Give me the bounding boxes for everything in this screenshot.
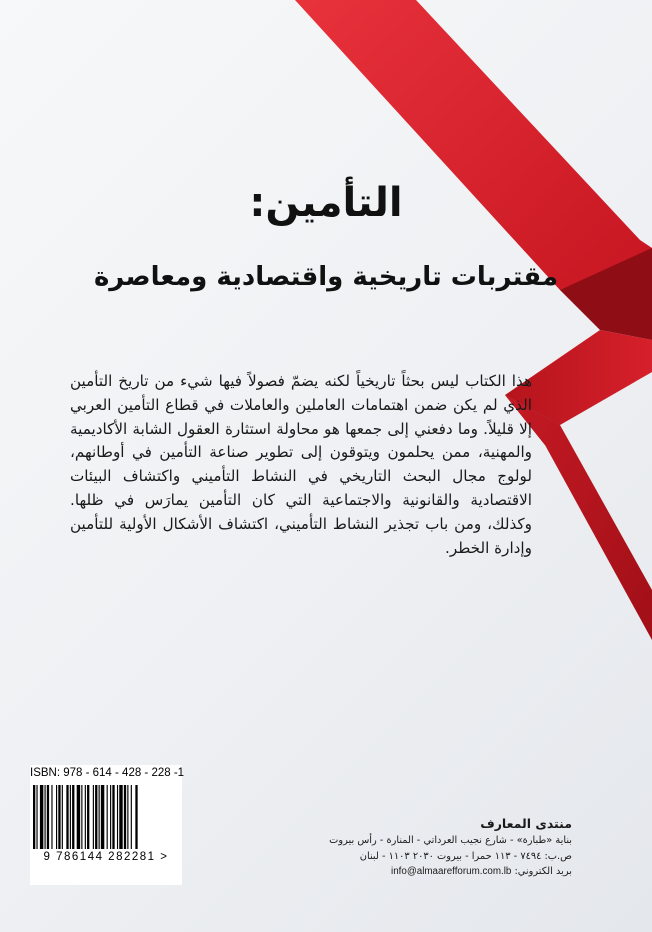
barcode-bar bbox=[85, 785, 86, 849]
isbn-label: ISBN: 978 - 614 - 428 - 228 -1 bbox=[30, 767, 185, 779]
publisher-name: منتدى المعارف bbox=[480, 816, 572, 831]
isbn-barcode-block bbox=[30, 765, 185, 885]
publisher-email-row bbox=[329, 864, 572, 880]
barcode-bar bbox=[62, 785, 63, 849]
barcode-bar bbox=[72, 785, 74, 849]
barcode-bar bbox=[81, 785, 82, 849]
barcode-bar bbox=[70, 785, 71, 849]
book-subtitle: مقتربات تاريخية واقتصادية ومعاصرة bbox=[93, 262, 559, 292]
barcode bbox=[33, 785, 179, 849]
barcode-bar bbox=[95, 785, 97, 849]
barcode-bar bbox=[107, 785, 108, 849]
barcode-bar bbox=[47, 785, 49, 849]
barcode-bar bbox=[127, 785, 128, 849]
publisher-address: بناية «طبارة» - شارع نجيب العرداتي - المنارة - رأس بيروت bbox=[329, 835, 572, 846]
barcode-bar bbox=[87, 785, 89, 849]
barcode-bar bbox=[77, 785, 80, 849]
book-description: هذا الكتاب ليس بحثاً تاريخياً لكنه يضمّ فصولاً فيها شيء من تاريخ التأمين الذي لم يكن ضمن اهتمامات العاملين والعاملات في قطاع التأمين العربي إلا قليلاً. وما دفعني إلى جمعها هو محاولة استثارة العقول الشابة الأكاديمية والمهنية، ممن يحلمون ويتوقون إلى تطوير صناعة التأمين في أوطانهم، لولوج مجال البحث التاريخي في النشاط التأميني واكتشاف البيئات الاقتصادية والقانونية والاجتماعية التي كان التأمين يمارَس في ظلها. وكذلك، ومن باب تجذير النشاط التأميني، اكتشاف الأشكال الأولية للتأمين وإدارة الخطر. bbox=[70, 372, 532, 557]
publisher-email-label: بريد الكتروني: bbox=[514, 866, 572, 877]
barcode-bar bbox=[101, 785, 104, 849]
barcode-bar bbox=[112, 785, 114, 849]
barcode-bar bbox=[93, 785, 94, 849]
barcode-bar bbox=[36, 785, 37, 849]
barcode-bar bbox=[51, 785, 52, 849]
barcode-bar bbox=[124, 785, 126, 849]
barcode-digits: 9 786144 282281 > bbox=[43, 851, 169, 863]
barcode-bar bbox=[66, 785, 68, 849]
publisher-info bbox=[329, 815, 572, 880]
barcode-bar bbox=[33, 785, 35, 849]
barcode-bar bbox=[110, 785, 111, 849]
barcode-bar bbox=[45, 785, 46, 849]
book-title: التأمين: bbox=[249, 180, 403, 226]
barcode-bar bbox=[117, 785, 118, 849]
barcode-bar bbox=[40, 785, 43, 849]
barcode-bar bbox=[135, 785, 137, 849]
publisher-pobox: ص.ب: ٧٤٩٤ - ١١٣ حمرا - بيروت ٢٠٣٠ ١١٠٣ - لبنان bbox=[359, 850, 572, 862]
barcode-bar bbox=[119, 785, 122, 849]
barcode-bar bbox=[58, 785, 60, 849]
barcode-bar bbox=[131, 785, 132, 849]
barcode-bar bbox=[56, 785, 57, 849]
barcode-bar bbox=[99, 785, 100, 849]
publisher-email[interactable]: info@almaarefforum.com.lb bbox=[391, 866, 512, 877]
